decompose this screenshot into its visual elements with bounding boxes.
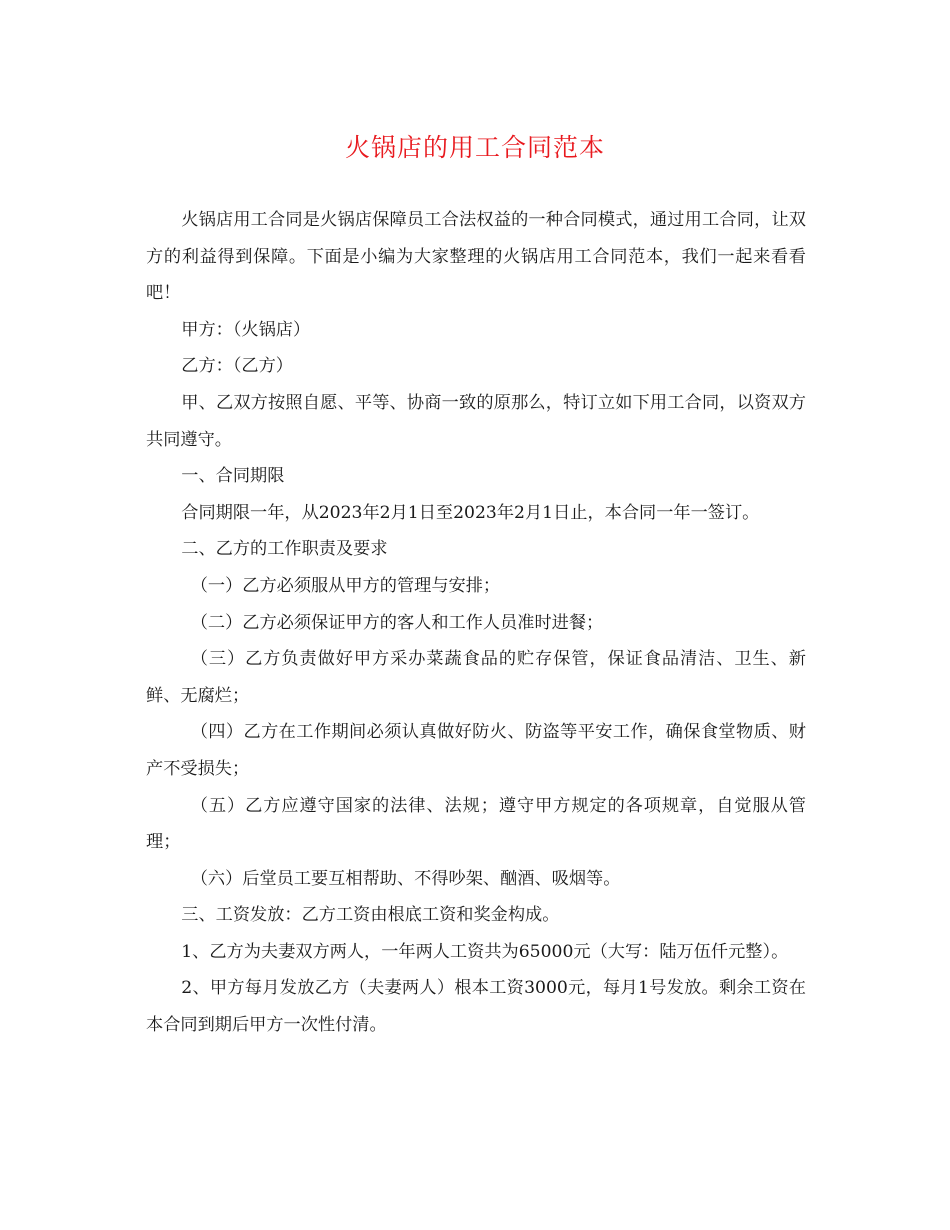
party-a-line: 甲方：（火锅店） [181, 319, 311, 340]
party-b-line: 乙方：（乙方） [181, 356, 293, 377]
wage-item: 1、乙方为夫妻双方两人，一年两人工资共为65000元（大写：陆万伍仟元整）。 [181, 941, 789, 962]
wage-item: 2、甲方每月发放乙方（夫妻两人）根本工资3000元，每月1号发放。剩余工资在本合同到期后甲方一次性付清。 [146, 978, 806, 1036]
agreement-paragraph: 甲、乙双方按照自愿、平等、协商一致的原那么，特订立如下用工合同，以资双方共同遵守。 [146, 392, 806, 450]
term-paragraph: 合同期限一年，从2023年2月1日至2023年2月1日止，本合同一年一签订。 [181, 502, 760, 523]
section-heading-wages: 三、工资发放：乙方工资由根底工资和奖金构成。 [181, 905, 560, 926]
document-body [146, 202, 806, 1044]
section-heading-duties: 二、乙方的工作职责及要求 [181, 539, 388, 560]
duty-item: （六）后堂员工要互相帮助、不得吵架、酗酒、吸烟等。 [190, 868, 621, 889]
duty-item: （五）乙方应遵守国家的法律、法规；遵守甲方规定的各项规章，自觉服从管理； [146, 795, 806, 853]
intro-paragraph: 火锅店用工合同是火锅店保障员工合法权益的一种合同模式，通过用工合同，让双方的利益得到保障。下面是小编为大家整理的火锅店用工合同范本，我们一起来看看吧！ [146, 210, 806, 304]
section-heading-term: 一、合同期限 [181, 466, 285, 487]
document-title: 火锅店的用工合同范本 [344, 133, 605, 162]
duty-item: （一）乙方必须服从甲方的管理与安排； [190, 575, 501, 596]
duty-item: （四）乙方在工作期间必须认真做好防火、防盗等平安工作，确保食堂物质、财产不受损失； [146, 722, 806, 779]
duty-item: （二）乙方必须保证甲方的客人和工作人员准时进餐； [190, 612, 604, 633]
duty-item: （三）乙方负责做好甲方采办菜蔬食品的贮存保管，保证食品清洁、卫生、新鲜、无腐烂； [146, 649, 806, 706]
